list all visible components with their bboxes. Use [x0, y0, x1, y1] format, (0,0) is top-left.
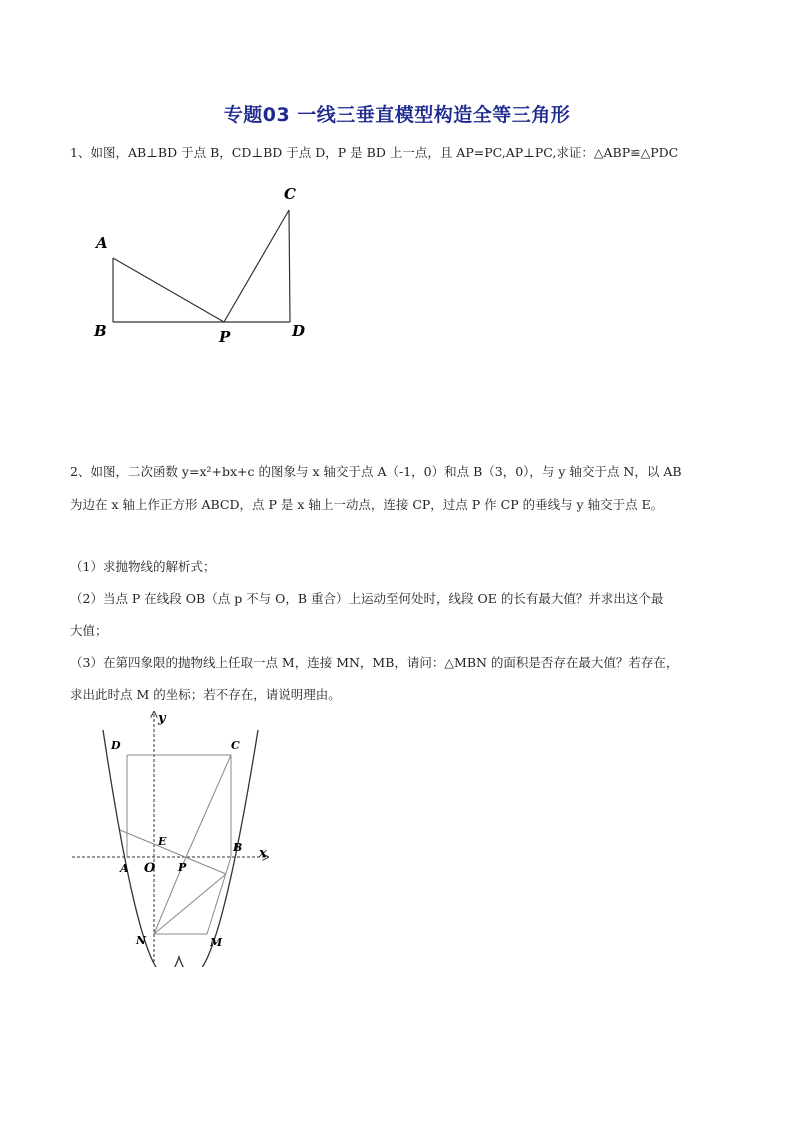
label-c: C — [284, 185, 296, 203]
label-b: B — [233, 841, 243, 854]
label-x: x — [259, 846, 267, 861]
problem1-text: 1、如图，AB⊥BD 于点 B，CD⊥BD 于点 D，P 是 BD 上一点，且 AP=PC,AP⊥PC,求证：△ABP≌△PDC — [70, 145, 679, 160]
label-a: A — [96, 234, 108, 252]
problem2-question3-line1: （3）在第四象限的抛物线上任取一点 M，连接 MN，MB，请问：△MBN 的面积是否存在最大值？若存在， — [70, 655, 679, 670]
label-y: y — [158, 711, 166, 726]
problem1-figure — [80, 178, 320, 353]
segment-pe — [120, 830, 226, 874]
segment-cd — [289, 210, 290, 322]
label-d: D — [111, 739, 121, 752]
label-p: P — [219, 328, 231, 346]
problem2-question1: （1）求抛物线的解析式； — [70, 559, 216, 574]
segment-nb — [154, 874, 226, 934]
label-p: P — [178, 861, 187, 874]
page-title: 专题03 一线三垂直模型构造全等三角形 — [223, 104, 571, 126]
problem2-line1: 2、如图，二次函数 y=x²+bx+c 的图象与 x 轴交于点 A（-1，0）和点 B（3，0），与 y 轴交于点 N，以 AB — [70, 464, 682, 479]
label-c: C — [231, 739, 240, 752]
label-e: E — [158, 835, 167, 848]
label-m: M — [210, 936, 223, 949]
problem2-line2: 为边在 x 轴上作正方形 ABCD，点 P 是 x 轴上一动点，连接 CP，过点 P 作 CP 的垂线与 y 轴交于点 E。 — [70, 497, 664, 512]
label-a: A — [120, 862, 129, 875]
segment-cp — [186, 755, 231, 857]
label-n: N — [136, 934, 147, 947]
segment-ap — [113, 258, 224, 322]
problem2-question2-line2: 大值； — [70, 623, 108, 638]
problem2-question2-line1: （2）当点 P 在线段 OB（点 p 不与 O，B 重合）上运动至何处时，线段 OE 的长有最大值？并求出这个最 — [70, 591, 664, 606]
problem2-question3-line2: 求出此时点 M 的坐标；若不存在，请说明理由。 — [70, 687, 341, 702]
label-b: B — [94, 322, 107, 340]
label-d: D — [292, 322, 306, 340]
problem2-figure — [68, 705, 280, 967]
label-o: O — [144, 861, 156, 876]
segment-pc — [224, 210, 289, 322]
